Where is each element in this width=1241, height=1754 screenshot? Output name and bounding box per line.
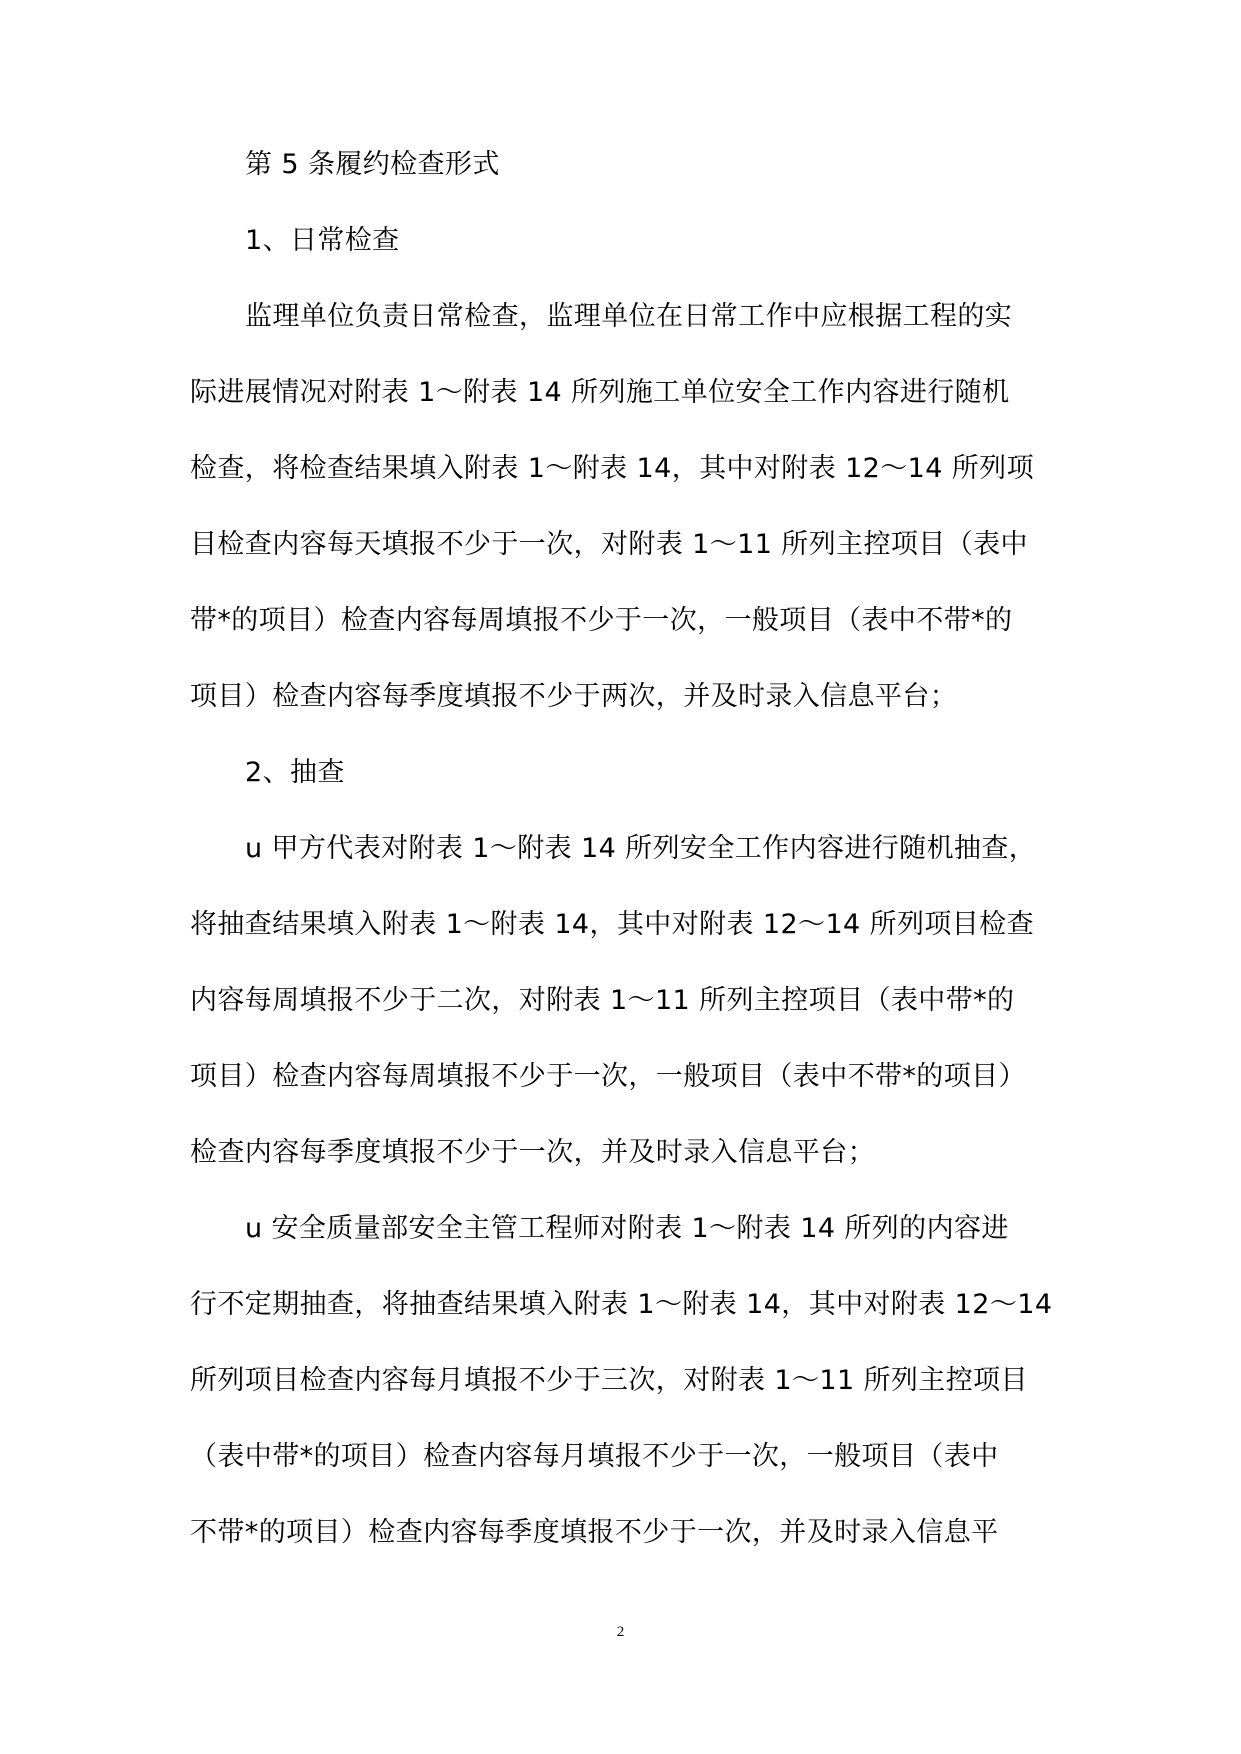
paragraph-line: 项目）检查内容每周填报不少于一次，一般项目（表中不带*的项目）: [190, 1061, 1026, 1092]
paragraph-line: 目检查内容每天填报不少于一次，对附表 1～11 所列主控项目（表中: [190, 529, 1028, 560]
safety-engineer-spot-check-paragraph: [190, 1209, 1052, 1589]
paragraph-line: 检查，将检查结果填入附表 1～附表 14，其中对附表 12～14 所列项: [190, 453, 1034, 484]
paragraph-line: 带*的项目）检查内容每周填报不少于一次，一般项目（表中不带*的: [190, 605, 1013, 636]
paragraph-line: 检查内容每季度填报不少于一次，并及时录入信息平台；: [190, 1137, 875, 1168]
paragraph-line: 监理单位负责日常检查，监理单位在日常工作中应根据工程的实: [245, 301, 1013, 332]
document-body: [190, 145, 1052, 1589]
paragraph-line: 所列项目检查内容每月填报不少于三次，对附表 1～11 所列主控项目: [190, 1365, 1028, 1396]
page-number: 2: [616, 1624, 625, 1640]
section-title-daily-inspection: 1、日常检查: [245, 225, 400, 256]
section-title-spot-check: 2、抽查: [245, 757, 345, 788]
paragraph-line: 不带*的项目）检查内容每季度填报不少于一次，并及时录入信息平: [190, 1517, 999, 1548]
paragraph-line: 项目）检查内容每季度填报不少于两次，并及时录入信息平台；: [190, 681, 958, 712]
paragraph-line: 际进展情况对附表 1～附表 14 所列施工单位安全工作内容进行随机: [190, 377, 1010, 408]
paragraph-line: u 甲方代表对附表 1～附表 14 所列安全工作内容进行随机抽查，: [245, 833, 1037, 864]
paragraph-line: （表中带*的项目）检查内容每月填报不少于一次，一般项目（表中: [190, 1441, 999, 1472]
paragraph-line: 将抽查结果填入附表 1～附表 14，其中对附表 12～14 所列项目检查: [190, 909, 1034, 940]
paragraph-line: u 安全质量部安全主管工程师对附表 1～附表 14 所列的内容进: [245, 1213, 1009, 1244]
daily-inspection-paragraph: [190, 297, 1052, 753]
paragraph-line: 行不定期抽查，将抽查结果填入附表 1～附表 14，其中对附表 12～14: [190, 1289, 1053, 1320]
article-heading: 第 5 条履约检查形式: [245, 149, 500, 180]
owner-representative-spot-check-paragraph: [190, 829, 1052, 1209]
paragraph-line: 内容每周填报不少于二次，对附表 1～11 所列主控项目（表中带*的: [190, 985, 1015, 1016]
